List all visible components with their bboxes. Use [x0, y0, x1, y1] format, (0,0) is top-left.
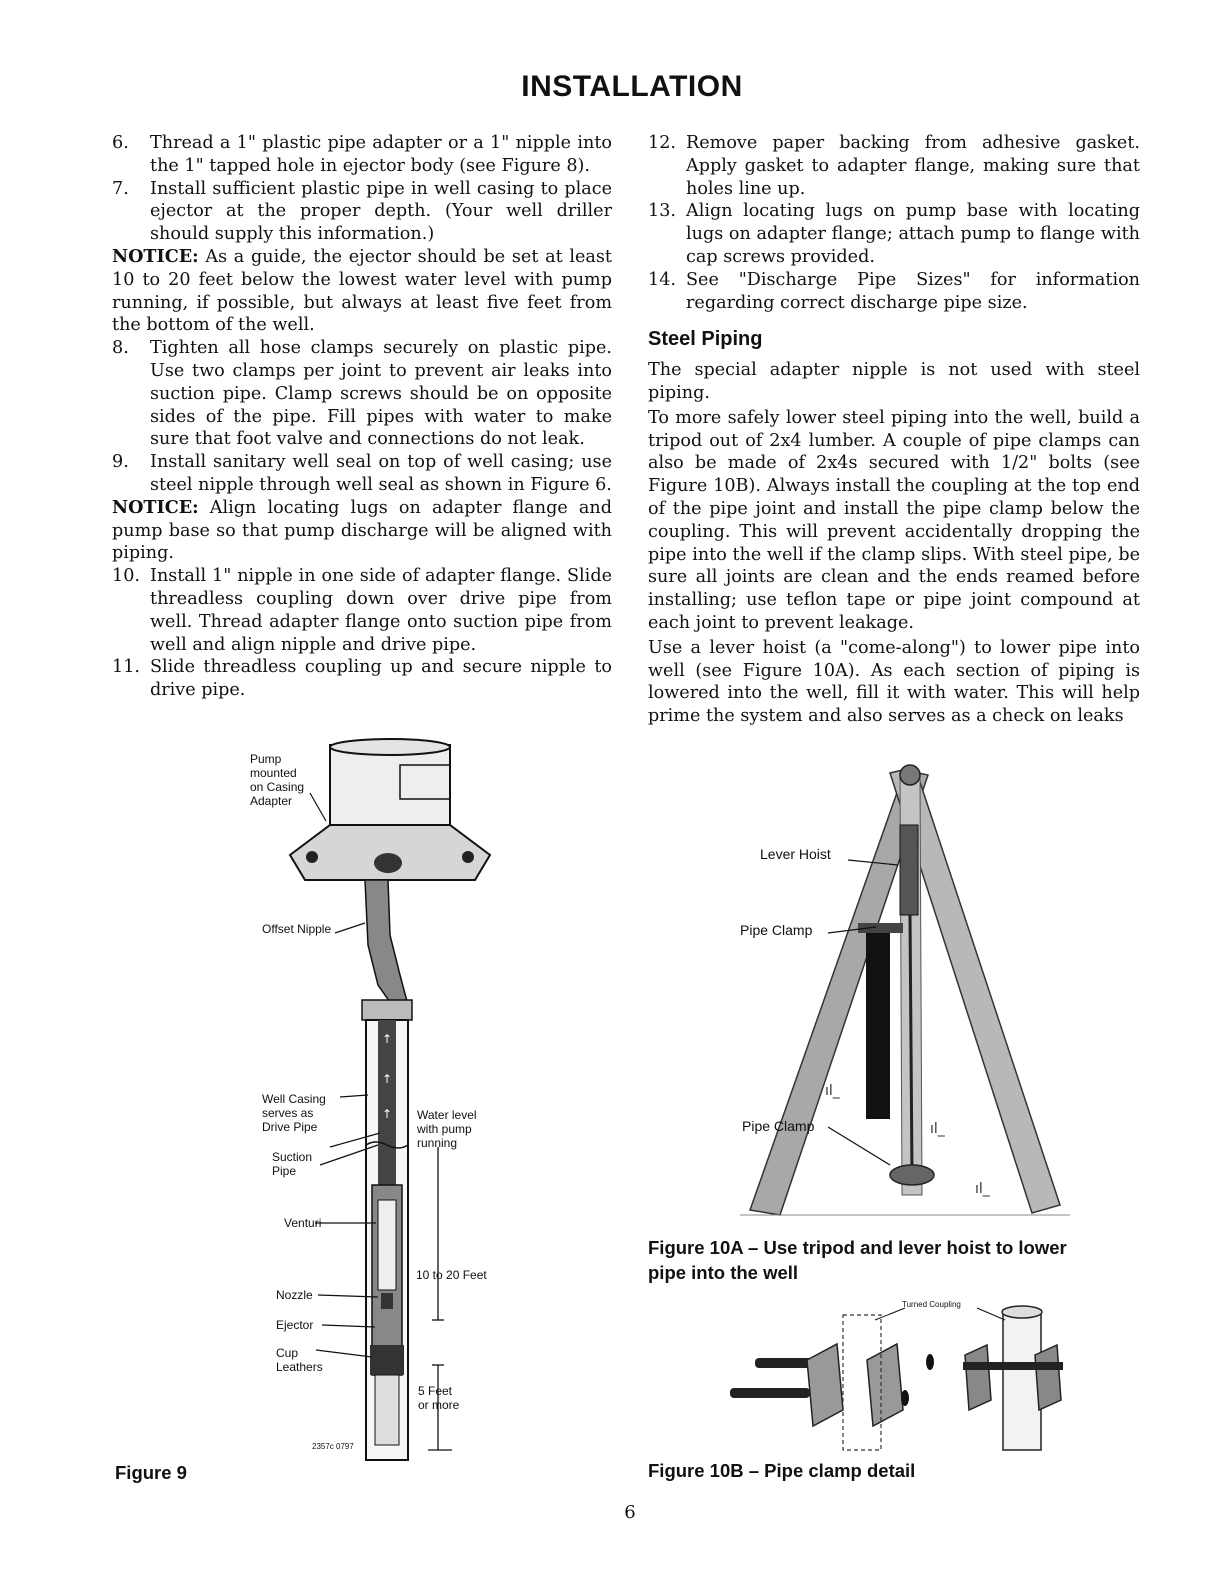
- figure-10b-caption: Figure 10B – Pipe clamp detail: [648, 1460, 916, 1481]
- label-line: on Casing: [250, 780, 305, 794]
- notice-text: As a guide, the ejector should be set at least 10 to 20 feet below the lowest water level with pump running, if possible, but always at least five feet from the bottom of the well.: [112, 246, 613, 336]
- figure-10b-drawing: [725, 1300, 1085, 1460]
- label-10-to-20-feet: 10 to 20 Feet: [416, 1268, 487, 1282]
- flange-bolt: [306, 851, 318, 863]
- notice-ejector-depth: [112, 246, 612, 337]
- turned-coupling: [1002, 1306, 1042, 1318]
- step-text: Slide threadless coupling up and secure nipple to drive pipe.: [150, 657, 612, 701]
- label-offset-nipple: Offset Nipple: [262, 922, 332, 936]
- label-line: Pump: [250, 752, 282, 766]
- step-14: [648, 269, 1140, 315]
- paragraph: The special adapter nipple is not used with steel piping.: [648, 360, 1140, 403]
- assembled-block-right: [1035, 1345, 1061, 1410]
- label-line: Well Casing: [262, 1092, 326, 1106]
- leader-line: [335, 923, 365, 933]
- cup-leathers: [370, 1345, 404, 1375]
- step-10: [112, 565, 612, 656]
- label-line: Water level: [417, 1108, 477, 1122]
- notice-label: NOTICE:: [112, 245, 199, 267]
- label-line: Cup: [276, 1346, 299, 1360]
- step-number: 8.: [112, 338, 129, 359]
- label-venturi: Venturi: [284, 1216, 322, 1230]
- step-text: Align locating lugs on pump base with locating lugs on adapter flange; attach pump to flange with cap screws provided.: [686, 201, 1140, 267]
- leader-line: [977, 1308, 1005, 1320]
- pipe-clamp-lower: [890, 1165, 934, 1185]
- label-ejector: Ejector: [276, 1318, 314, 1332]
- right-column: [648, 132, 1140, 730]
- page-number: 6: [624, 1502, 636, 1523]
- leader-line: [310, 793, 326, 821]
- step-9: [112, 451, 612, 497]
- clamp-block-left: [807, 1344, 843, 1426]
- discharge-opening: [374, 853, 402, 873]
- assembled-bolt: [963, 1362, 1063, 1370]
- label-pipe-clamp-bottom: Pipe Clamp: [742, 1118, 815, 1134]
- page-title: INSTALLATION: [521, 70, 743, 103]
- caption-line: Figure 10A – Use tripod and lever hoist to lower: [648, 1237, 1067, 1258]
- clamp-nut: [901, 1390, 909, 1406]
- figure-code: 2357c 0797: [312, 1442, 354, 1451]
- step-7: [112, 178, 612, 246]
- flange-bolt: [462, 851, 474, 863]
- step-text: Install 1" nipple in one side of adapter flange. Slide threadless coupling down over drive pipe from well. Thread adapter flange onto suction pipe from well and align nipple and drive pipe.: [150, 566, 612, 655]
- leader-line: [875, 1308, 905, 1320]
- tripod-top-bolt: [900, 765, 920, 785]
- label-line: Adapter: [250, 794, 293, 808]
- label-line: with pump: [417, 1122, 472, 1136]
- step-text: Install sanitary well seal on top of well casing; use steel nipple through well seal as shown in Figure 6.: [150, 452, 612, 495]
- step-11: [112, 656, 612, 702]
- step-number: 9.: [112, 452, 129, 473]
- well-casing-coupling: [362, 1000, 412, 1020]
- step-number: 7.: [112, 178, 129, 199]
- step-number: 12.: [648, 133, 676, 153]
- pump-body: [330, 745, 450, 825]
- lever-hoist: [900, 825, 918, 915]
- clamp-block-right: [867, 1344, 903, 1426]
- assembled-block-left: [965, 1345, 991, 1410]
- step-text: See "Discharge Pipe Sizes" for information regarding correct discharge pipe size.: [686, 269, 1140, 313]
- leader-line: [340, 1095, 368, 1097]
- notice-locating-lugs: [112, 497, 612, 565]
- label-pump: [250, 752, 304, 808]
- notice-label: NOTICE:: [112, 496, 199, 518]
- leader-line: [316, 1350, 372, 1357]
- pump-top: [330, 739, 450, 755]
- paragraph: Use a lever hoist (a "come-along") to lower pipe into well (see Figure 10A). As each section of piping is lowered into the well, fill it with water. This will help prime the system and also serves as a check on leaks: [648, 637, 1140, 727]
- label-line: Leathers: [276, 1360, 323, 1374]
- offset-nipple: [365, 880, 408, 1005]
- step-number: 14.: [648, 269, 676, 290]
- step-13: [648, 200, 1140, 268]
- venturi: [378, 1200, 396, 1290]
- flow-arrow: ↑: [382, 1032, 393, 1046]
- label-cup-leathers: [276, 1346, 323, 1374]
- left-column: [112, 132, 612, 702]
- figure-9-caption: Figure 9: [115, 1462, 187, 1483]
- label-well-casing: [262, 1092, 326, 1134]
- step-number: 13.: [648, 201, 676, 222]
- label-line: Pipe: [272, 1164, 297, 1178]
- steel-pipe: [866, 927, 890, 1119]
- step-number: 10.: [112, 566, 140, 587]
- step-text: Install sufficient plastic pipe in well casing to place ejector at the proper depth. (Your well driller should supply this information.): [150, 178, 612, 245]
- step-text: Remove paper backing from adhesive gasket. Apply gasket to adapter flange, making sure that holes line up.: [686, 133, 1140, 199]
- section-heading-steel-piping: Steel Piping: [648, 328, 763, 351]
- caption-line: pipe into the well: [648, 1262, 799, 1283]
- step-number: 6.: [112, 133, 129, 153]
- label-line: 5 Feet: [418, 1384, 453, 1398]
- grass-tuft: ıl_: [930, 1121, 945, 1137]
- step-8: [112, 337, 612, 451]
- figure-10a-drawing: [740, 755, 1080, 1225]
- label-turned-coupling: Turned Coupling: [902, 1300, 961, 1309]
- label-lever-hoist: Lever Hoist: [760, 846, 831, 862]
- step-text: Tighten all hose clamps securely on plastic pipe. Use two clamps per joint to prevent air leaks into suction pipe. Clamp screws should be on opposite sides of the pipe. Fill pipes with water to make sure that foot valve and connections do not leak.: [150, 338, 612, 450]
- flow-arrow: ↑: [382, 1107, 393, 1121]
- nozzle: [381, 1293, 393, 1309]
- hoist-chain: [910, 915, 912, 1175]
- paragraph: To more safely lower steel piping into the well, build a tripod out of 2x4 lumber. A couple of pipe clamps can also be made of 2x4s secured with 1/2" bolts (see Figure 10B). Always install the coupling at the top end of the pipe joint and install the pipe clamp below the coupling. This will prevent accidentally dropping the pipe into the well if the clamp slips. With steel pipe, be sure all joints are clean and the ends reamed before installing; use teflon tape or pipe joint compound at each joint to prevent leakage.: [648, 407, 1140, 633]
- flow-arrow: ↑: [382, 1072, 393, 1086]
- label-line: or more: [418, 1398, 460, 1412]
- grass-tuft: ıl_: [825, 1083, 840, 1099]
- figure-10a-caption: [648, 1235, 1067, 1285]
- label-pipe-clamp-top: Pipe Clamp: [740, 922, 813, 938]
- step-6: [112, 132, 612, 178]
- grass-tuft: ıl_: [975, 1181, 990, 1197]
- label-suction-pipe: [272, 1150, 312, 1178]
- label-nozzle: Nozzle: [276, 1288, 313, 1302]
- clamp-nut: [926, 1354, 934, 1370]
- clamp-bolt: [730, 1388, 810, 1398]
- label-line: running: [417, 1136, 458, 1150]
- label-5-feet: [418, 1384, 459, 1412]
- step-number: 11.: [112, 657, 140, 678]
- step-text: Thread a 1" plastic pipe adapter or a 1" nipple into the 1" tapped hole in ejector body (see Figure 8).: [150, 133, 612, 176]
- label-line: mounted: [250, 766, 297, 780]
- foot-screen: [375, 1375, 399, 1445]
- leader-line: [828, 1127, 890, 1165]
- label-line: Suction: [272, 1150, 313, 1164]
- label-line: serves as: [262, 1106, 314, 1120]
- assembled-pipe: [1003, 1310, 1041, 1450]
- label-water-level: [417, 1108, 477, 1150]
- step-12: [648, 132, 1140, 200]
- label-line: Drive Pipe: [262, 1120, 318, 1134]
- notice-text: Align locating lugs on adapter flange and pump base so that pump discharge will be aligned with piping.: [112, 497, 613, 564]
